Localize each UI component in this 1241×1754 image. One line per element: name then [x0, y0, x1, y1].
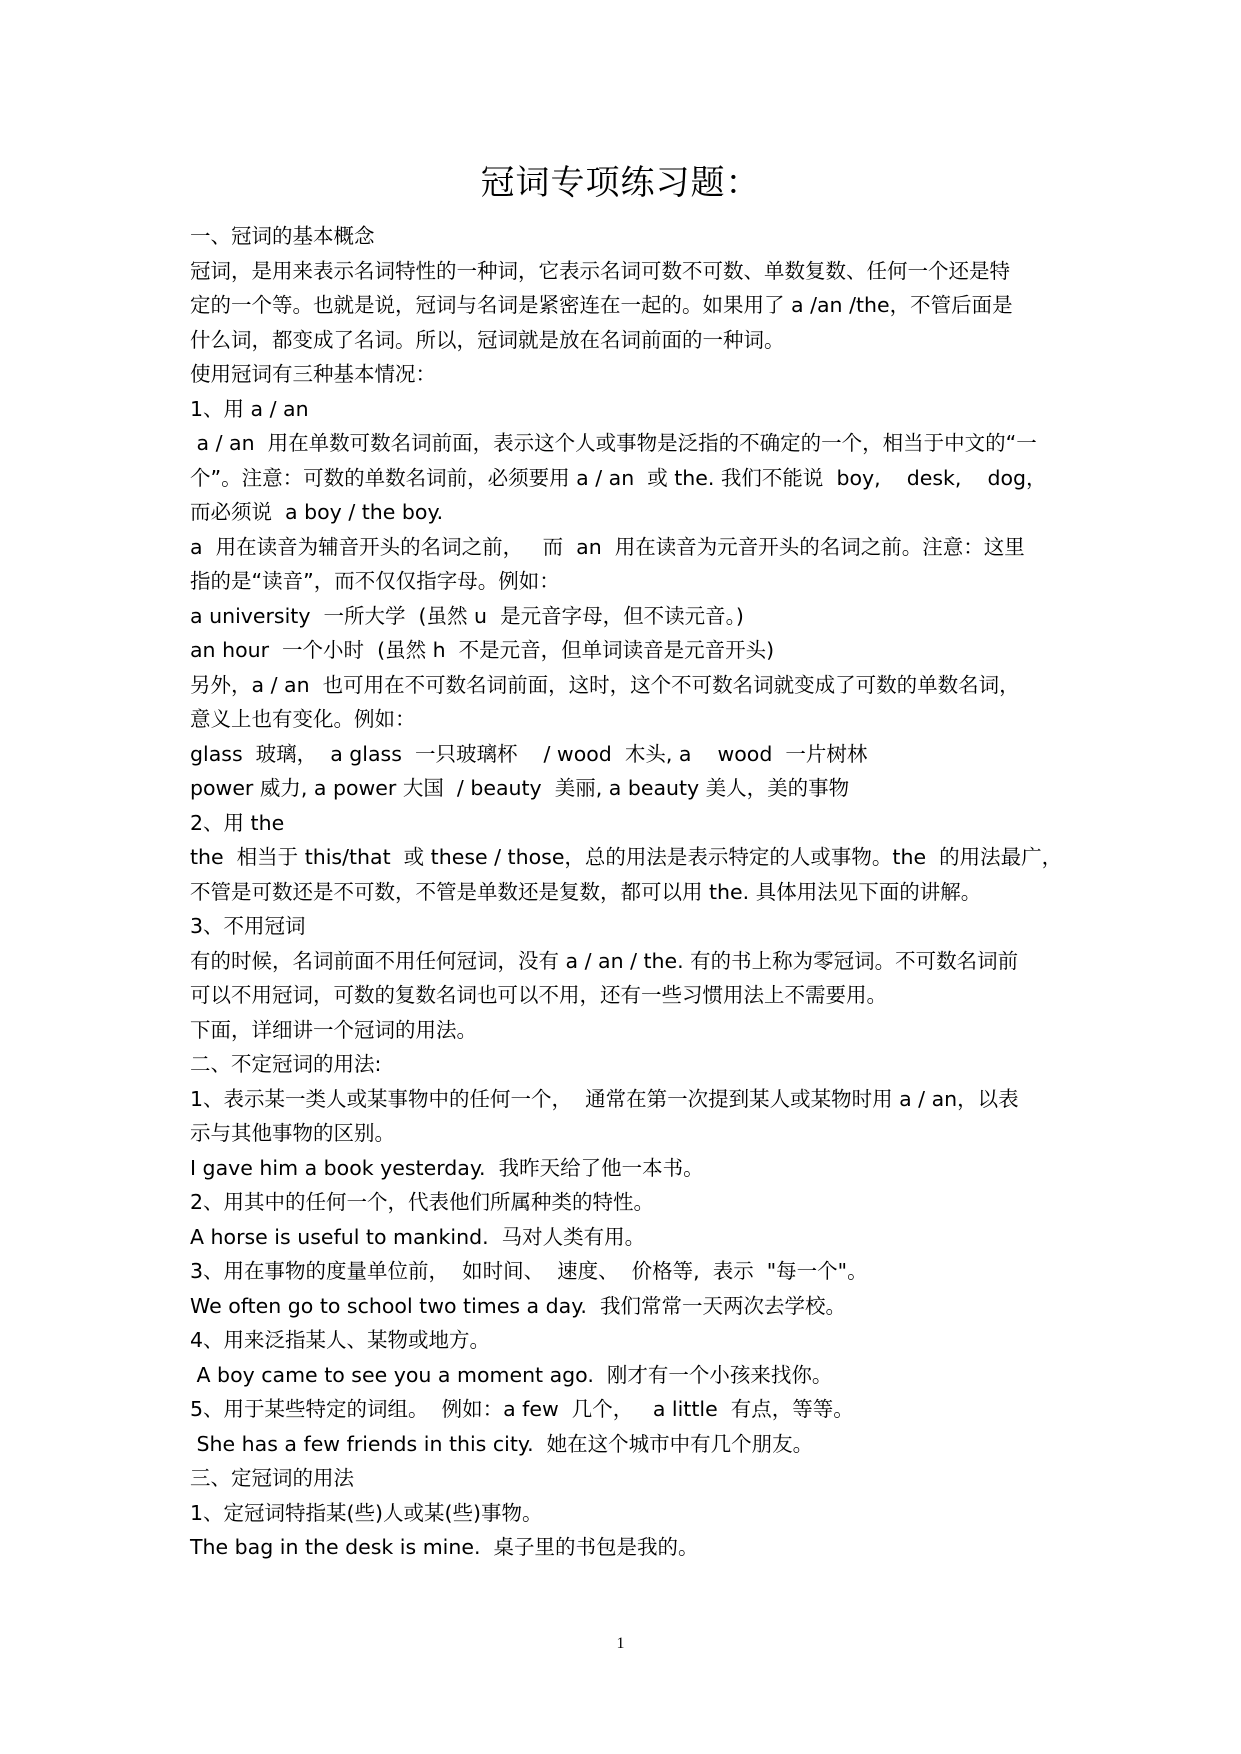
text-line: 5、用于某些特定的词组。 例如：a few 几个， a little 有点，等等。	[190, 1397, 854, 1421]
text-line: 不管是可数还是不可数，不管是单数还是复数，都可以用 the. 具体用法见下面的讲解。	[190, 879, 982, 904]
subheading: 3、不用冠词	[190, 914, 306, 938]
example-line: She has a few friends in this city. 她在这个城市中有几个朋友。	[190, 1431, 814, 1456]
text-line: 个”。注意：可数的单数名词前，必须要用 a / an 或 the. 我们不能说 boy, desk, dog，	[190, 465, 1047, 490]
document-body	[190, 219, 1070, 1565]
text-line: 而必须说 a boy / the boy.	[190, 500, 444, 524]
example-line: The bag in the desk is mine. 桌子里的书包是我的。	[190, 1535, 699, 1559]
example-line: power 威力, a power 大国 / beauty 美丽, a beauty 美人，美的事物	[190, 776, 850, 800]
example-line: a university 一所大学 (虽然 u 是元音字母，但不读元音。)	[190, 603, 744, 628]
example-line: We often go to school two times a day. 我们常常一天两次去学校。	[190, 1293, 846, 1318]
section-heading: 三、定冠词的用法	[190, 1466, 354, 1490]
text-line: 2、用其中的任何一个，代表他们所属种类的特性。	[190, 1190, 655, 1214]
text-line: 3、用在事物的度量单位前， 如时间、 速度、 价格等, 表示 "每一个"。	[190, 1259, 868, 1283]
text-line: 使用冠词有三种基本情况：	[190, 362, 436, 386]
example-line: A horse is useful to mankind. 马对人类有用。	[190, 1224, 646, 1249]
text-line: 定的一个等。也就是说，冠词与名词是紧密连在一起的。如果用了 a /an /the，不管后面是	[190, 293, 1013, 317]
example-line: A boy came to see you a moment ago. 刚才有一个小孩来找你。	[190, 1362, 833, 1387]
example-line: an hour 一个小时 (虽然 h 不是元音，但单词读音是元音开头)	[190, 638, 775, 662]
text-line: 下面，详细讲一个冠词的用法。	[190, 1017, 477, 1042]
section-heading: 一、冠词的基本概念	[190, 224, 375, 248]
text-line: 可以不用冠词，可数的复数名词也可以不用，还有一些习惯用法上不需要用。	[190, 983, 887, 1007]
text-line: 1、定冠词特指某(些)人或某(些)事物。	[190, 1500, 543, 1525]
text-line: 指的是“读音”，而不仅仅指字母。例如：	[190, 569, 560, 593]
text-line: 有的时候，名词前面不用任何冠词，没有 a / an / the. 有的书上称为零冠词。不可数名词前	[190, 948, 1019, 973]
text-line: 示与其他事物的区别。	[190, 1121, 395, 1145]
text-line: 1、表示某一类人或某事物中的任何一个， 通常在第一次提到某人或某物时用 a / an，以表	[190, 1086, 1019, 1111]
text-line: a 用在读音为辅音开头的名词之前， 而 an 用在读音为元音开头的名词之前。注意：这里	[190, 534, 1025, 559]
text-line: 什么词，都变成了名词。所以，冠词就是放在名词前面的一种词。	[190, 327, 785, 352]
section-heading: 二、不定冠词的用法:	[190, 1052, 382, 1076]
text-line: the 相当于 this/that 或 these / those，总的用法是表示特定的人或事物。the 的用法最广，	[190, 845, 1063, 869]
example-line: I gave him a book yesterday. 我昨天给了他一本书。	[190, 1155, 704, 1180]
example-line: glass 玻璃， a glass 一只玻璃杯 / wood 木头, a wood 一片树林	[190, 741, 868, 766]
text-line: 冠词，是用来表示名词特性的一种词，它表示名词可数不可数、单数复数、任何一个还是特	[190, 258, 1010, 283]
page-title: 冠词专项练习题：	[480, 163, 761, 203]
subheading: 1、用 a / an	[190, 396, 309, 421]
text-line: 意义上也有变化。例如：	[190, 707, 416, 731]
text-line: 4、用来泛指某人、某物或地方。	[190, 1328, 491, 1352]
text-line: a / an 用在单数可数名词前面，表示这个人或事物是泛指的不确定的一个，相当于中文的“一	[190, 431, 1037, 455]
text-line: 另外，a / an 也可用在不可数名词前面，这时，这个不可数名词就变成了可数的单数名词，	[190, 672, 1020, 697]
page-number: 1	[616, 1635, 625, 1652]
subheading: 2、用 the	[190, 810, 285, 835]
